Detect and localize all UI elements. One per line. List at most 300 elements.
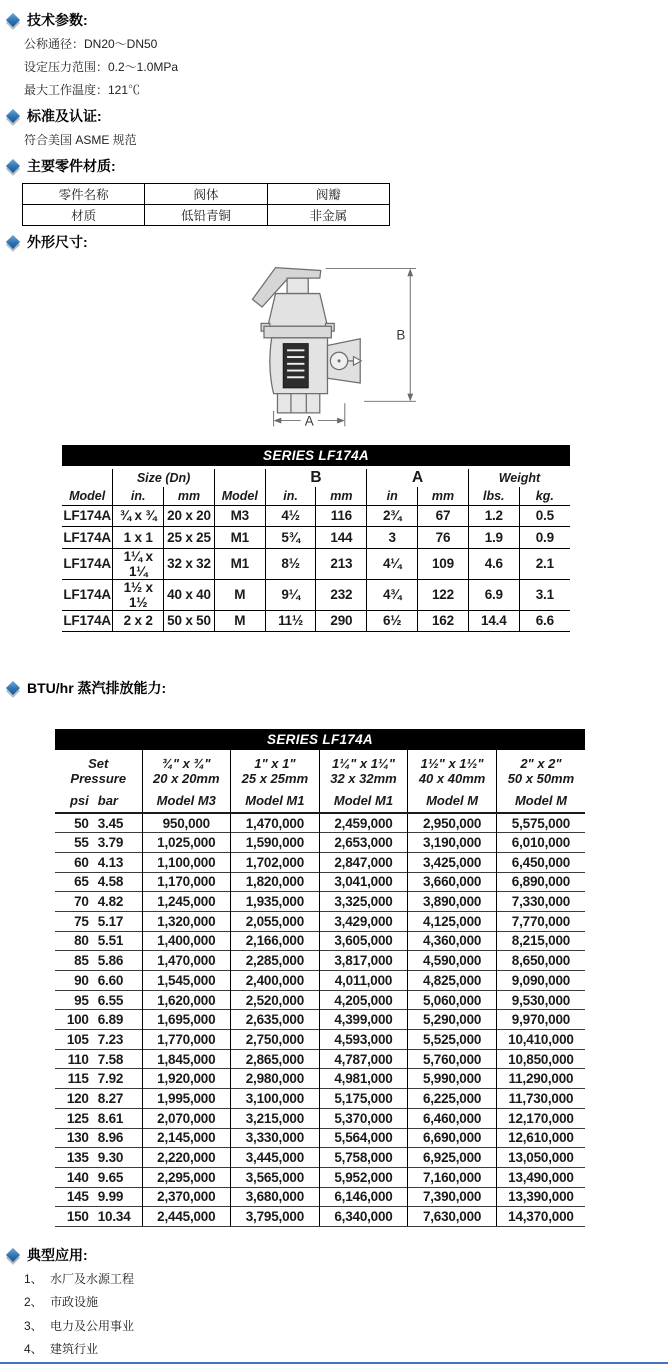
table-row [55,1187,585,1207]
dim-label-b: B [396,327,406,343]
dims-sub-header: mm [316,487,367,505]
btu-value-cell: 5,564,000 [319,1128,408,1148]
materials-cell: 非金属 [267,205,389,226]
standards-line: 符合美国 ASME 规范 [24,133,137,147]
materials-table [22,183,390,226]
btu-value-cell: 11,730,000 [496,1089,585,1109]
btu-value-cell: 6,925,000 [408,1148,497,1168]
bar-label: bar [97,793,118,808]
dims-group-header [214,469,265,487]
set-pressure-cell [55,813,142,833]
dims-sub-header: mm [418,487,469,505]
btu-value-cell: 5,370,000 [319,1108,408,1128]
diamond-bullet-icon [6,159,20,173]
btu-value-cell: 1,470,000 [142,951,231,971]
btu-value-cell: 2,295,000 [142,1167,231,1187]
table-row [62,579,570,610]
btu-value-cell: 1,920,000 [142,1069,231,1089]
btu-value-cell: 1,590,000 [231,833,320,853]
dims-sub-header: Model [214,487,265,505]
dims-cell: 0.5 [519,505,570,527]
size-mm-label: 50 x 50mm [507,771,575,786]
model-label: Model M1 [333,793,394,808]
btu-value-cell: 1,320,000 [142,911,231,931]
set-pressure-cell [55,833,142,853]
dims-sub-header: kg. [519,487,570,505]
btu-value-cell: 2,865,000 [231,1049,320,1069]
btu-column-header [319,750,408,813]
item-label: 建筑行业 [50,1342,99,1357]
diamond-bullet-icon [6,13,20,27]
dims-series-title-bar: SERIES LF174A [62,445,570,466]
btu-table-body [55,813,585,1226]
dims-cell: 4.6 [468,548,519,579]
btu-value-cell: 5,290,000 [408,1010,497,1030]
size-inches-label: 2" x 2" [520,756,562,771]
header-row [55,750,585,813]
btu-value-cell: 4,593,000 [319,1030,408,1050]
valve-outline-drawing [225,257,455,435]
btu-value-cell: 1,995,000 [142,1089,231,1109]
bar-value: 7.58 [97,1051,124,1067]
btu-table-block [55,729,585,1227]
btu-value-cell: 3,325,000 [319,892,408,912]
btu-value-cell: 9,970,000 [496,1010,585,1030]
bar-value: 10.34 [97,1209,131,1225]
btu-value-cell: 14,370,000 [496,1207,585,1227]
psi-value: 75 [74,913,89,929]
btu-value-cell: 6,450,000 [496,852,585,872]
btu-value-cell: 1,545,000 [142,971,231,991]
bar-value: 9.65 [97,1169,124,1185]
btu-value-cell: 5,175,000 [319,1089,408,1109]
size-inches-label: 1½" x 1½" [420,756,484,771]
btu-value-cell: 950,000 [142,813,231,833]
bar-value: 9.30 [97,1150,124,1166]
psi-value: 125 [66,1110,89,1126]
set-pressure-cell [55,911,142,931]
dims-cell: LF174A [62,527,113,549]
btu-value-cell: 7,630,000 [408,1207,497,1227]
btu-value-cell: 9,090,000 [496,971,585,991]
table-row [23,184,390,205]
set-pressure-cell [55,1148,142,1168]
dims-cell: LF174A [62,579,113,610]
btu-value-cell: 1,770,000 [142,1030,231,1050]
btu-value-cell: 7,160,000 [408,1167,497,1187]
table-row [55,1167,585,1187]
btu-value-cell: 10,410,000 [496,1030,585,1050]
dims-cell: 0.9 [519,527,570,549]
set-pressure-cell [55,1089,142,1109]
btu-value-cell: 7,390,000 [408,1187,497,1207]
table-row [62,548,570,579]
set-pressure-cell [55,1069,142,1089]
table-row [55,1030,585,1050]
set-pressure-cell [55,1128,142,1148]
dims-cell: 290 [316,610,367,632]
btu-value-cell: 2,166,000 [231,931,320,951]
btu-value-cell: 4,360,000 [408,931,497,951]
btu-value-cell: 1,620,000 [142,990,231,1010]
model-label: Model M3 [156,793,216,808]
bar-value: 9.99 [97,1189,124,1205]
btu-value-cell: 5,952,000 [319,1167,408,1187]
size-mm-label: 32 x 32mm [330,771,397,786]
btu-value-cell: 2,950,000 [408,813,497,833]
btu-value-cell: 3,425,000 [408,852,497,872]
section-heading-applications [3,1245,668,1265]
section-title: 外形尺寸: [27,234,88,250]
btu-value-cell: 2,520,000 [231,990,320,1010]
btu-value-cell: 3,605,000 [319,931,408,951]
btu-series-title-bar: SERIES LF174A [55,729,585,750]
table-row [55,813,585,833]
table-row [55,1010,585,1030]
dims-cell: 25 x 25 [164,527,215,549]
dims-cell: 6.6 [519,610,570,632]
btu-value-cell: 3,445,000 [231,1148,320,1168]
table-row [55,951,585,971]
item-label: 市政设施 [50,1295,99,1310]
model-label: Model M [514,793,567,808]
table-row [62,527,570,549]
tech-param-line: 最大工作温度：121℃ [24,83,141,97]
dims-cell: LF174A [62,610,113,632]
dims-sub-header: lbs. [468,487,519,505]
psi-value: 65 [74,874,89,890]
btu-value-cell: 1,820,000 [231,872,320,892]
btu-value-cell: 3,429,000 [319,911,408,931]
materials-cell: 零件名称 [23,184,145,205]
set-pressure-header [55,750,142,813]
btu-value-cell: 1,702,000 [231,852,320,872]
sub-header-row [62,487,570,505]
dims-cell: 2¾ [367,505,418,527]
btu-value-cell: 2,459,000 [319,813,408,833]
section-heading-standards [3,106,668,126]
btu-value-cell: 3,041,000 [319,872,408,892]
materials-cell: 阀体 [145,184,267,205]
table-row [55,1089,585,1109]
psi-value: 110 [67,1051,89,1067]
btu-value-cell: 2,285,000 [231,951,320,971]
btu-value-cell: 6,890,000 [496,872,585,892]
btu-value-cell: 4,205,000 [319,990,408,1010]
btu-value-cell: 4,825,000 [408,971,497,991]
set-pressure-cell [55,872,142,892]
btu-value-cell: 6,010,000 [496,833,585,853]
set-pressure-cell [55,1187,142,1207]
btu-value-cell: 2,445,000 [142,1207,231,1227]
btu-value-cell: 1,400,000 [142,931,231,951]
size-mm-label: 40 x 40mm [418,771,486,786]
list-item [24,1315,668,1339]
table-row [55,872,585,892]
psi-value: 80 [74,933,89,949]
table-row [55,892,585,912]
btu-value-cell: 13,490,000 [496,1167,585,1187]
dims-cell: 2.1 [519,548,570,579]
section-title: 标准及认证: [27,108,102,124]
dims-cell: 4¾ [367,579,418,610]
btu-value-cell: 4,399,000 [319,1010,408,1030]
bar-value: 5.86 [97,953,124,969]
applications-list [24,1268,668,1362]
dims-cell: 2 x 2 [113,610,164,632]
bar-value: 4.58 [97,874,124,890]
dims-cell: 8½ [265,548,316,579]
list-item [24,1268,668,1292]
dims-group-header: A [367,469,469,487]
btu-value-cell: 1,170,000 [142,872,231,892]
dims-cell: 6½ [367,610,418,632]
dims-sub-header: Model [69,488,106,503]
valve-diagram [225,257,668,435]
btu-value-cell: 1,470,000 [231,813,320,833]
btu-value-cell: 13,390,000 [496,1187,585,1207]
bar-value: 8.27 [97,1090,124,1106]
dims-cell: 67 [418,505,469,527]
materials-cell: 阀瓣 [267,184,389,205]
btu-value-cell: 4,011,000 [319,971,408,991]
dims-cell: 76 [418,527,469,549]
set-pressure-cell [55,990,142,1010]
btu-value-cell: 7,770,000 [496,911,585,931]
btu-value-cell: 10,850,000 [496,1049,585,1069]
diamond-bullet-icon [6,235,20,249]
set-pressure-cell [55,1030,142,1050]
table-row [55,971,585,991]
psi-value: 140 [66,1169,89,1185]
dims-cell: 1 x 1 [113,527,164,549]
dims-cell: 32 x 32 [164,548,215,579]
btu-value-cell: 5,525,000 [408,1030,497,1050]
set-pressure-label-1: Set [88,756,109,771]
dims-cell: 9¼ [265,579,316,610]
btu-value-cell: 8,215,000 [496,931,585,951]
btu-value-cell: 5,758,000 [319,1148,408,1168]
bar-value: 7.23 [97,1031,124,1047]
diamond-bullet-icon [6,109,20,123]
section-heading-materials [3,156,668,176]
btu-value-cell: 3,330,000 [231,1128,320,1148]
btu-value-cell: 11,290,000 [496,1069,585,1089]
section-heading-tech-params [3,10,668,30]
set-pressure-cell [55,971,142,991]
dims-cell: 4¼ [367,548,418,579]
dims-cell: M3 [214,505,265,527]
dims-group-header: B [265,469,367,487]
size-mm-label: 25 x 25mm [241,771,309,786]
materials-cell: 低铅青铜 [145,205,267,226]
btu-value-cell: 6,690,000 [408,1128,497,1148]
btu-value-cell: 1,695,000 [142,1010,231,1030]
tech-param-line: 设定压力范围：0.2～1.0MPa [24,60,179,74]
dims-sub-header: in. [113,487,164,505]
table-row [55,833,585,853]
dims-cell: 116 [316,505,367,527]
dims-group-header: Weight [468,469,570,487]
btu-table [55,750,585,1227]
dims-cell: 5¾ [265,527,316,549]
materials-cell: 材质 [23,205,145,226]
section-title: 主要零件材质: [27,158,116,174]
table-row [55,1128,585,1148]
dims-cell: 109 [418,548,469,579]
dims-sub-header: in. [265,487,316,505]
section-heading-btu [3,678,668,698]
item-number: 1、 [24,1271,43,1286]
table-row [62,610,570,632]
btu-value-cell: 3,190,000 [408,833,497,853]
psi-value: 115 [67,1071,89,1087]
btu-value-cell: 8,650,000 [496,951,585,971]
btu-value-cell: 3,680,000 [231,1187,320,1207]
set-pressure-cell [55,1049,142,1069]
dims-table [62,469,570,632]
btu-value-cell: 2,750,000 [231,1030,320,1050]
psi-value: 135 [66,1150,89,1166]
dims-cell: 232 [316,579,367,610]
section-title: 技术参数: [27,12,88,28]
table-row [55,1148,585,1168]
dims-cell: 14.4 [468,610,519,632]
table-row [55,1207,585,1227]
psi-value: 50 [74,815,89,831]
model-label: Model M1 [245,793,305,808]
dims-cell: 50 x 50 [164,610,215,632]
btu-value-cell: 1,245,000 [142,892,231,912]
list-item [24,1338,668,1362]
dims-cell: M [214,579,265,610]
item-number: 4、 [24,1342,43,1357]
table-row [23,205,390,226]
group-header-row [62,469,570,487]
size-inches-label: 1" x 1" [254,756,296,771]
btu-column-header [231,750,320,813]
dims-cell: ¾ x ¾ [113,505,164,527]
dims-group-header [62,469,113,487]
btu-value-cell: 9,530,000 [496,990,585,1010]
btu-value-cell: 4,787,000 [319,1049,408,1069]
dims-sub-header: mm [164,487,215,505]
bar-value: 5.17 [97,913,124,929]
table-row [55,990,585,1010]
item-label: 电力及公用事业 [50,1318,135,1333]
btu-value-cell: 5,760,000 [408,1049,497,1069]
dims-cell: 1.2 [468,505,519,527]
model-label: Model M [426,793,479,808]
dims-cell: 1¼ x 1¼ [113,548,164,579]
btu-value-cell: 3,890,000 [408,892,497,912]
psi-value: 90 [74,972,89,988]
set-pressure-cell [55,1167,142,1187]
dims-cell: 3.1 [519,579,570,610]
dims-cell: 144 [316,527,367,549]
table-row [62,505,570,527]
tech-param-line: 公称通径：DN20～DN50 [24,37,158,51]
bar-value: 3.45 [97,815,124,831]
btu-value-cell: 6,225,000 [408,1089,497,1109]
bar-value: 6.55 [97,992,124,1008]
btu-value-cell: 5,575,000 [496,813,585,833]
dims-cell: M1 [214,527,265,549]
dims-cell: 11½ [265,610,316,632]
item-label: 水厂及水源工程 [50,1271,135,1286]
btu-value-cell: 12,170,000 [496,1108,585,1128]
bar-value: 7.92 [97,1071,124,1087]
table-row [55,931,585,951]
set-pressure-cell [55,1108,142,1128]
btu-value-cell: 1,935,000 [231,892,320,912]
btu-value-cell: 3,565,000 [231,1167,320,1187]
list-item [24,1291,668,1315]
size-inches-label: ¾" x ¾" [162,756,211,771]
psi-value: 120 [66,1090,89,1106]
bar-value: 6.60 [97,972,124,988]
btu-value-cell: 6,146,000 [319,1187,408,1207]
btu-value-cell: 2,400,000 [231,971,320,991]
set-pressure-cell [55,852,142,872]
set-pressure-cell [55,892,142,912]
btu-value-cell: 7,330,000 [496,892,585,912]
dims-cell: 213 [316,548,367,579]
btu-value-cell: 5,060,000 [408,990,497,1010]
btu-table-head [55,750,585,813]
btu-value-cell: 2,847,000 [319,852,408,872]
btu-value-cell: 3,795,000 [231,1207,320,1227]
btu-value-cell: 2,055,000 [231,911,320,931]
set-pressure-cell [55,931,142,951]
btu-value-cell: 2,980,000 [231,1069,320,1089]
dims-cell: 1½ x 1½ [113,579,164,610]
btu-value-cell: 2,220,000 [142,1148,231,1168]
btu-value-cell: 1,025,000 [142,833,231,853]
dims-cell: 122 [418,579,469,610]
btu-value-cell: 2,145,000 [142,1128,231,1148]
set-pressure-cell [55,1010,142,1030]
btu-value-cell: 1,845,000 [142,1049,231,1069]
bar-value: 3.79 [97,835,124,851]
btu-value-cell: 4,590,000 [408,951,497,971]
bar-value: 4.82 [97,894,124,910]
psi-value: 95 [74,992,89,1008]
dims-cell: LF174A [62,548,113,579]
diamond-bullet-icon [6,1248,20,1262]
item-number: 3、 [24,1318,43,1333]
btu-value-cell: 5,990,000 [408,1069,497,1089]
dims-cell: 40 x 40 [164,579,215,610]
btu-value-cell: 3,100,000 [231,1089,320,1109]
diamond-bullet-icon [6,681,20,695]
psi-value: 150 [66,1209,89,1225]
dims-cell: 20 x 20 [164,505,215,527]
psi-value: 60 [74,854,89,870]
section-title: BTU/hr 蒸汽排放能力: [27,680,167,696]
dims-cell: 1.9 [468,527,519,549]
size-inches-label: 1¼" x 1¼" [332,756,395,771]
bar-value: 5.51 [97,933,124,949]
btu-value-cell: 12,610,000 [496,1128,585,1148]
bar-value: 8.61 [97,1110,124,1126]
dims-group-header: Size (Dn) [113,469,215,487]
dims-sub-header: in [367,487,418,505]
btu-value-cell: 4,981,000 [319,1069,408,1089]
btu-value-cell: 1,100,000 [142,852,231,872]
section-heading-dimensions [3,232,668,252]
table-row [55,911,585,931]
